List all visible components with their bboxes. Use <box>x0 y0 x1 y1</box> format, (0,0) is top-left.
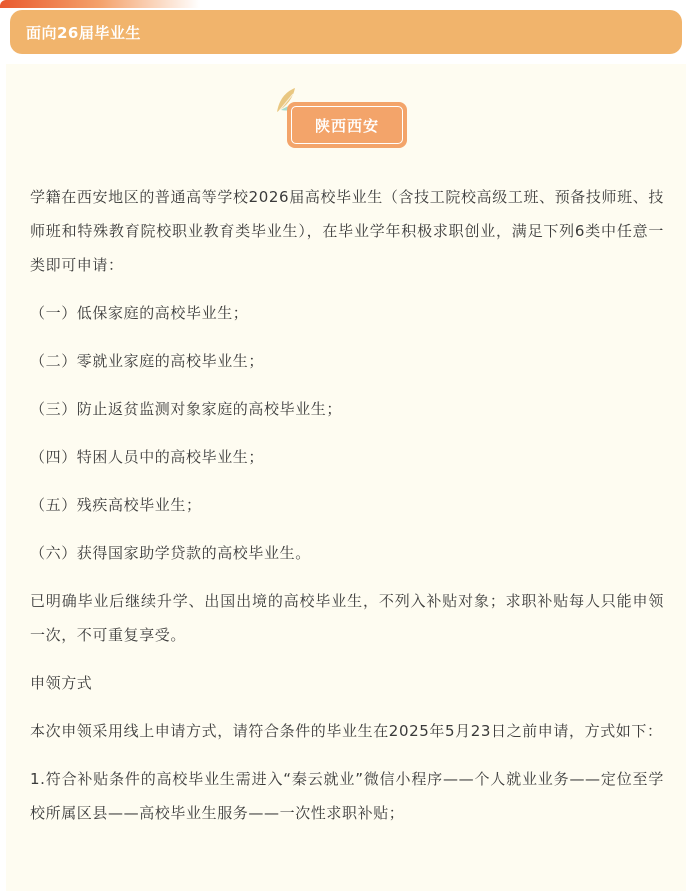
criteria-item: （四）特困人员中的高校毕业生； <box>30 448 265 466</box>
badge-label: 陕西西安 <box>291 106 403 144</box>
intro-paragraph: 学籍在西安地区的普通高等学校2026届高校毕业生（含技工院校高级工班、预备技师班、技师班和特殊教育院校职业教育类毕业生），在毕业学年积极求职创业，满足下列6类中任意一类即可申请： <box>30 188 664 274</box>
content-panel <box>6 64 686 891</box>
method-intro-paragraph: 本次申领采用线上申请方式，请符合条件的毕业生在2025年5月23日之前申请，方式如下： <box>30 722 663 740</box>
criteria-item: （三）防止返贫监测对象家庭的高校毕业生； <box>30 400 343 418</box>
method-heading: 申领方式 <box>30 674 93 692</box>
criteria-item: （六）获得国家助学贷款的高校毕业生。 <box>30 544 311 562</box>
step-item: 1.符合补贴条件的高校毕业生需进入“秦云就业”微信小程序——个人就业业务——定位至学校所属区县——高校毕业生服务——一次性求职补贴； <box>30 770 664 822</box>
criteria-item: （五）残疾高校毕业生； <box>30 496 202 514</box>
section-header <box>10 10 682 54</box>
section-title: 面向26届毕业生 <box>26 23 141 42</box>
badge-box <box>287 102 407 148</box>
article-body <box>30 180 664 830</box>
criteria-item: （二）零就业家庭的高校毕业生； <box>30 352 265 370</box>
top-accent-bar <box>0 0 200 8</box>
criteria-item: （一）低保家庭的高校毕业生； <box>30 304 249 322</box>
region-badge <box>281 96 413 156</box>
exclusion-paragraph: 已明确毕业后继续升学、出国出境的高校毕业生，不列入补贴对象；求职补贴每人只能申领一次，不可重复享受。 <box>30 592 664 644</box>
